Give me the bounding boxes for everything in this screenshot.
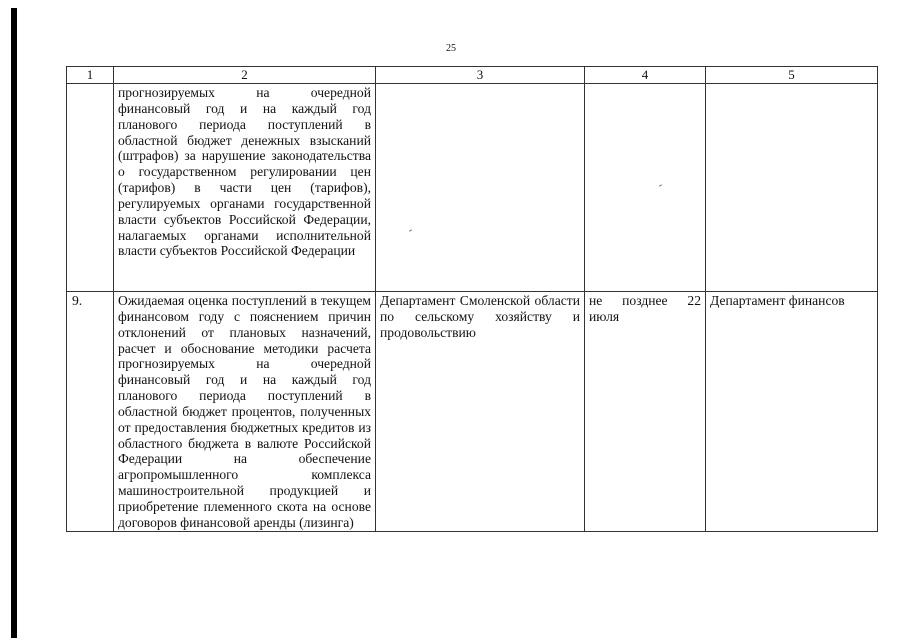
table-row [67,292,878,532]
row-deadline [585,84,706,292]
row-deadline: не позднее 22 июля [585,292,706,532]
binding-edge [11,8,17,638]
row-responsible: Департамент Смоленской области по сельскому хозяйству и продовольствию [376,292,585,532]
header-cell: 1 [67,67,114,84]
header-cell: 5 [706,67,878,84]
row-description: прогнозируемых на очередной финансовый год и на каждый год планового периода поступлений в областной бюджет денежных взысканий (штрафов) за нарушение законодательства о государственном регулировании цен (тарифов) в части цен (тарифов), регулируемых органами государственной власти субъектов Российской Федерации, налагаемых органами исполнительной власти субъектов Российской Федерации [114,84,376,292]
row-description: Ожидаемая оценка поступлений в текущем финансовом году с пояснением причин отклонений от плановых назначений, расчет и обоснование методики расчета прогнозируемых на очередной финансовый год и на каждый год планового периода поступлений в областной бюджет процентов, полученных от предоставления бюджетных кредитов из областного бюджета в валюте Российской Федерации на обеспечение агропромышленного комплекса машиностроительной продукцией и приобретение племенного скота на основе договоров финансовой аренды (лизинга) [114,292,376,532]
table-row [67,84,878,292]
row-number: 9. [67,292,114,532]
row-number [67,84,114,292]
table-header-row [67,67,878,84]
row-recipient [706,84,878,292]
header-cell: 2 [114,67,376,84]
header-cell: 4 [585,67,706,84]
row-responsible [376,84,585,292]
page-number: 25 [446,43,456,54]
header-cell: 3 [376,67,585,84]
row-recipient: Департамент финансов [706,292,878,532]
document-table [66,66,878,532]
